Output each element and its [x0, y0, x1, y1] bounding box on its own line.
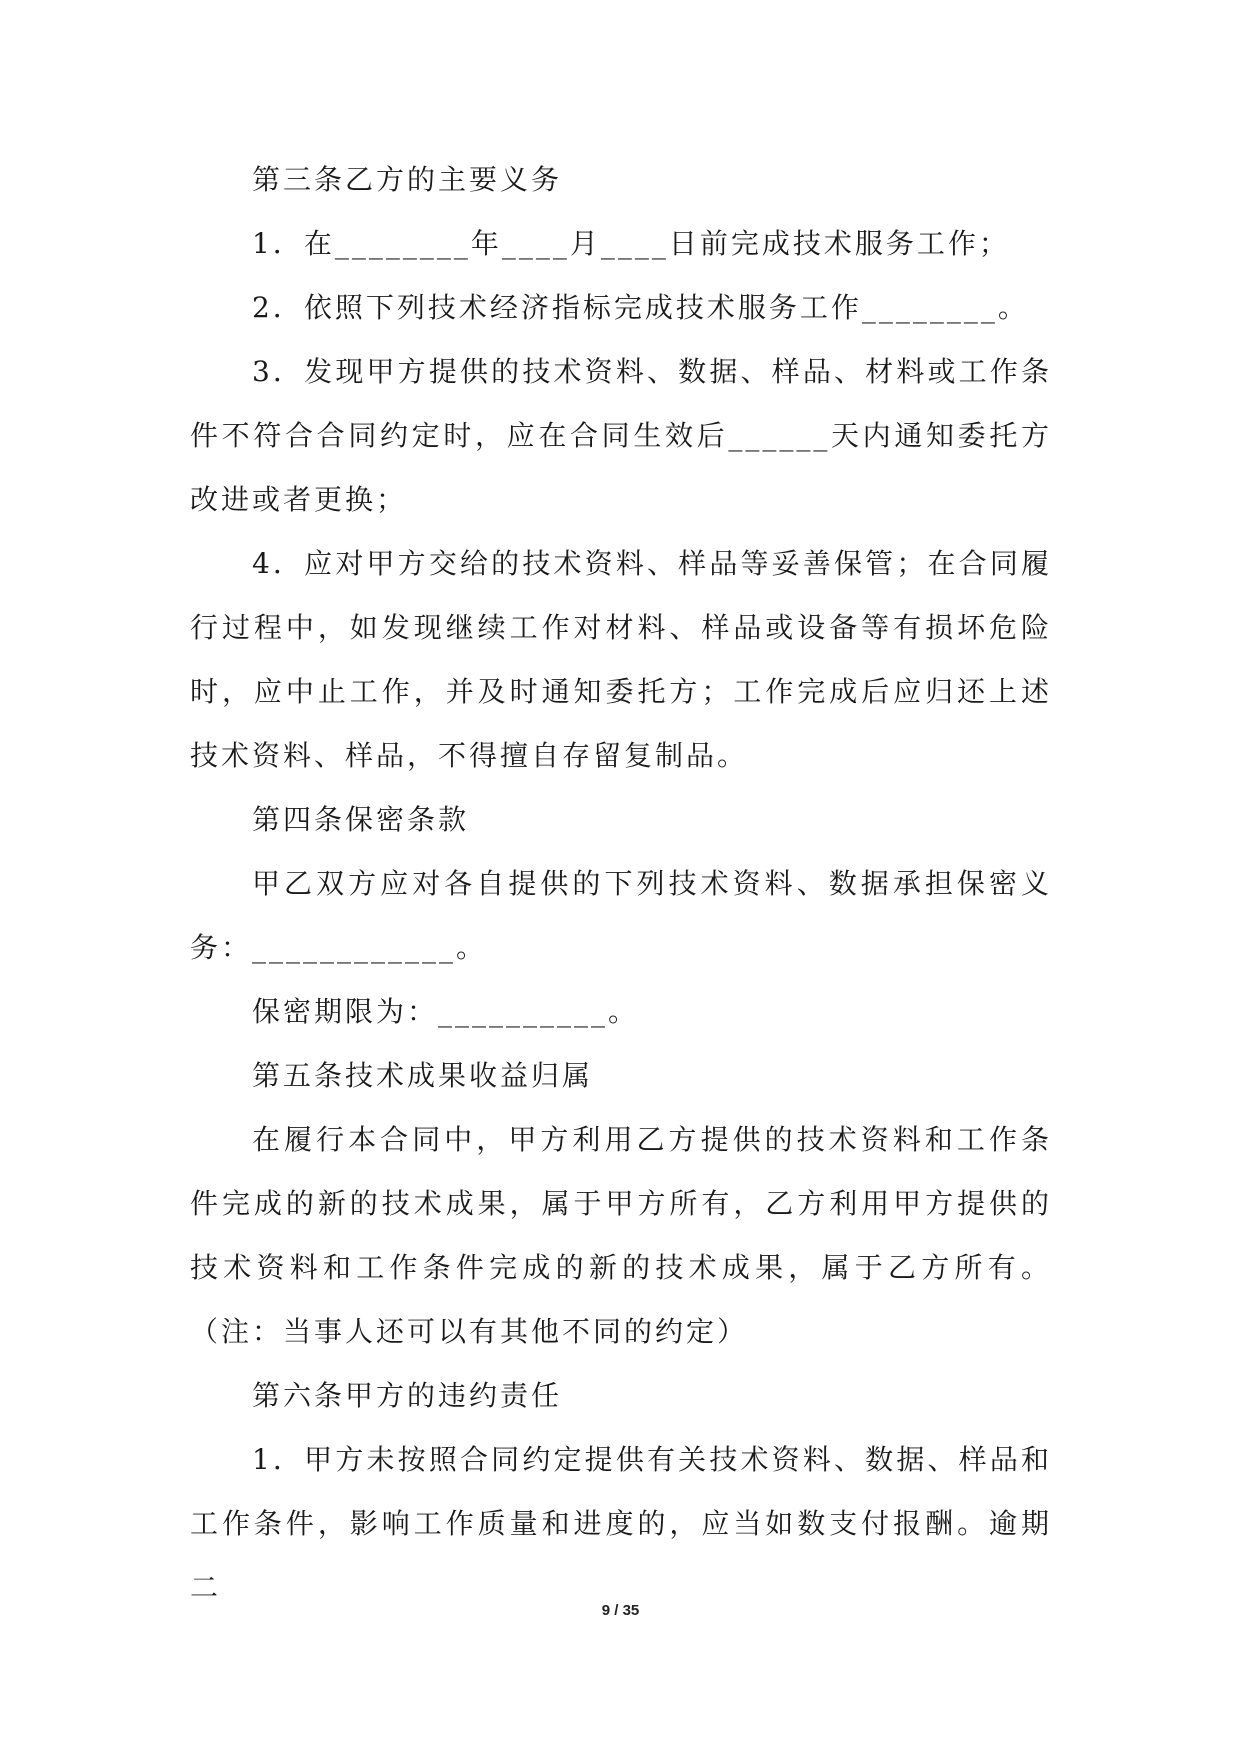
paragraph-3-1: 1．在________年____月____日前完成技术服务工作；	[252, 227, 1010, 260]
paragraph-3-3: 3．发现甲方提供的技术资料、数据、样品、材料或工作条件不符合合同约定时，应在合同生效后______天内通知委托方改进或者更换；	[190, 355, 1052, 516]
document-body	[190, 148, 1052, 1620]
page-number: 9 / 35	[601, 1602, 640, 1619]
paragraph-4-2: 保密期限为：__________。	[252, 995, 640, 1028]
paragraph-6-1: 1．甲方未按照合同约定提供有关技术资料、数据、样品和工作条件，影响工作质量和进度的，应当如数支付报酬。逾期二	[190, 1443, 1052, 1604]
section-heading-6: 第六条甲方的违约责任	[252, 1379, 563, 1412]
paragraph-5-1: 在履行本合同中，甲方利用乙方提供的技术资料和工作条件完成的新的技术成果，属于甲方所有，乙方利用甲方提供的技术资料和工作条件完成的新的技术成果，属于乙方所有。（注：当事人还可以有其他不同的约定）	[190, 1123, 1052, 1348]
section-heading-4: 第四条保密条款	[252, 803, 470, 836]
paragraph-3-2: 2．依照下列技术经济指标完成技术服务工作________。	[252, 291, 1029, 324]
section-heading-3: 第三条乙方的主要义务	[252, 163, 563, 196]
section-heading-5: 第五条技术成果收益归属	[252, 1059, 594, 1092]
paragraph-4-1: 甲乙双方应对各自提供的下列技术资料、数据承担保密义务：____________。	[190, 867, 1052, 964]
paragraph-3-4: 4．应对甲方交给的技术资料、样品等妥善保管；在合同履行过程中，如发现继续工作对材料、样品或设备等有损坏危险时，应中止工作，并及时通知委托方；工作完成后应归还上述技术资料、样品，不得擅自存留复制品。	[190, 547, 1052, 772]
